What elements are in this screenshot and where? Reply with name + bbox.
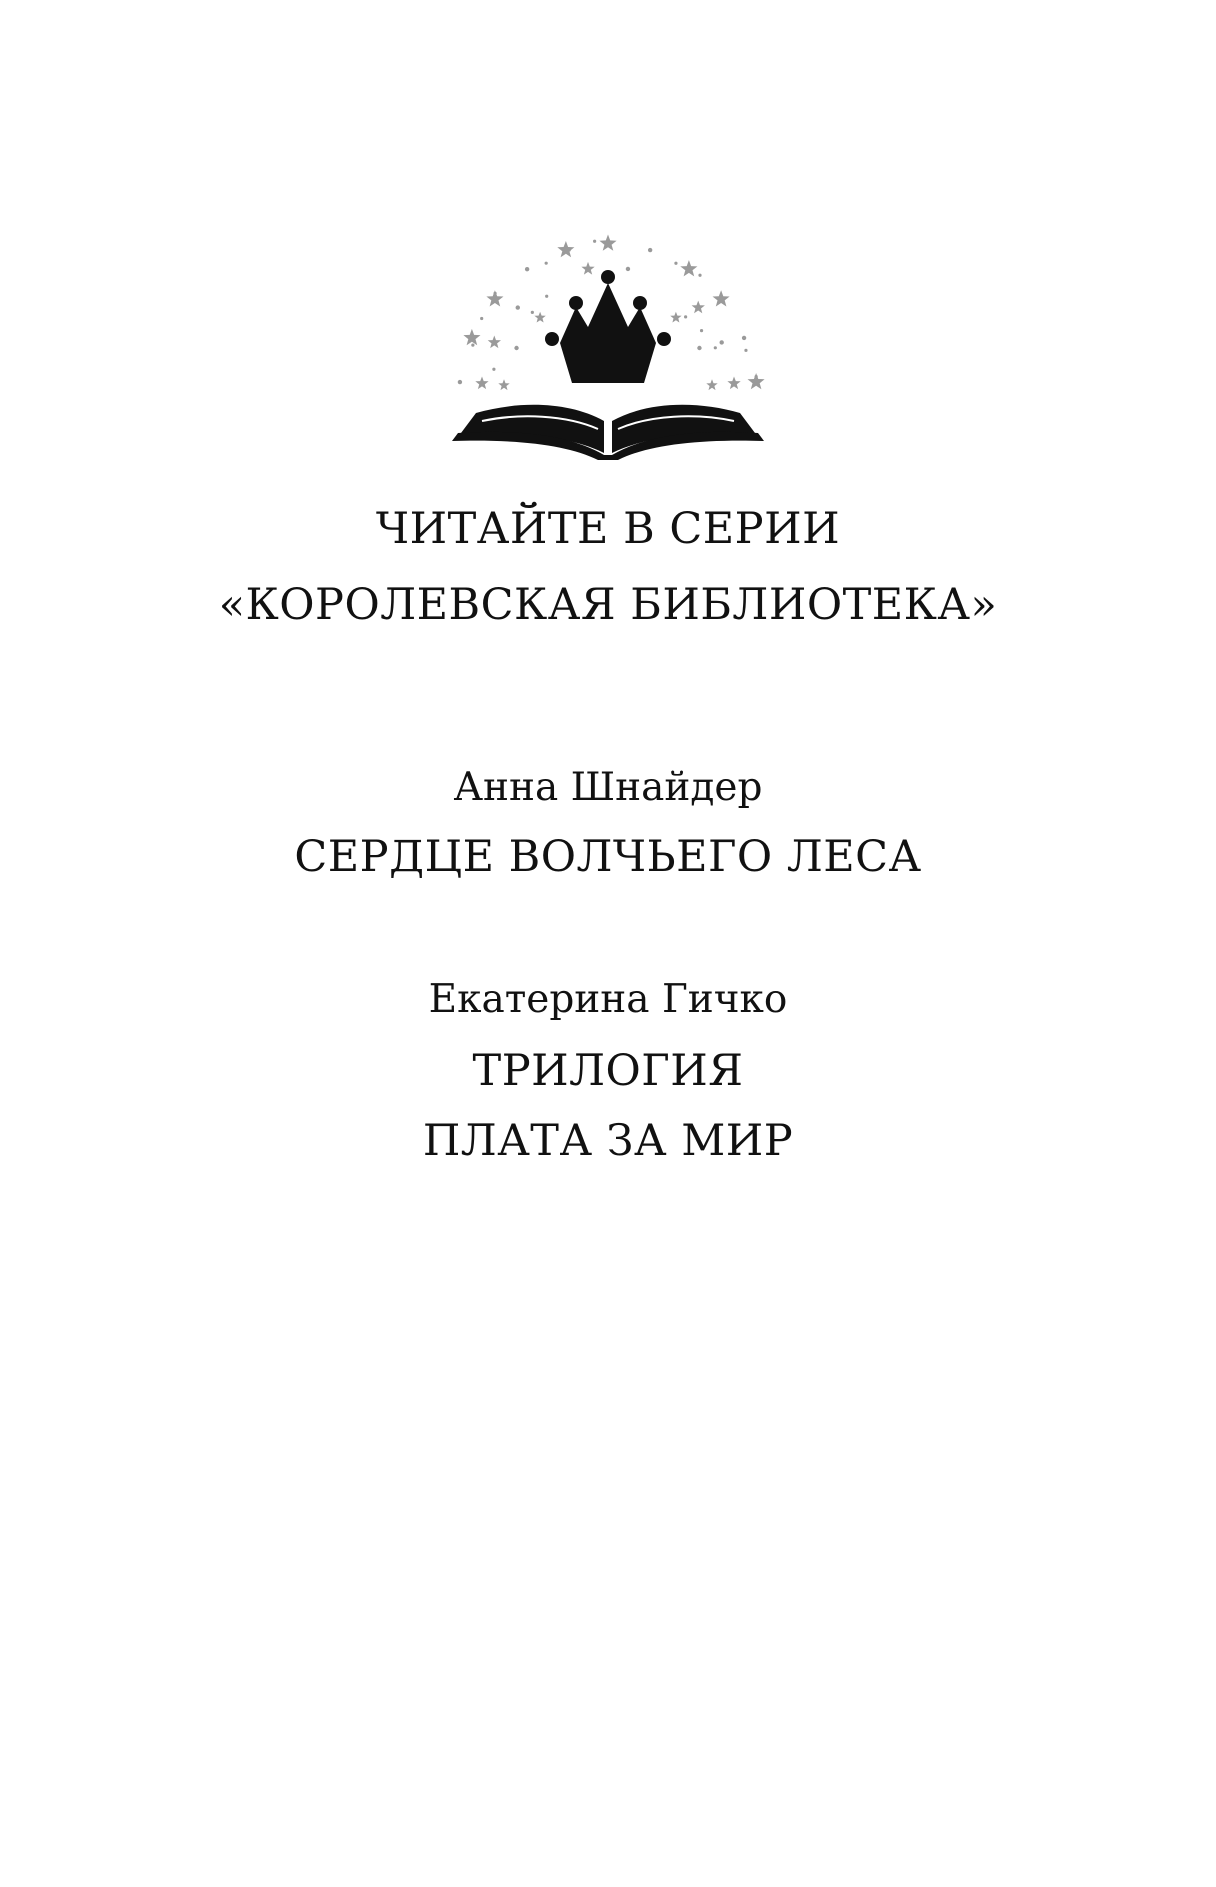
star-icon [475, 377, 488, 390]
star-dot [742, 336, 746, 340]
star-icon [670, 312, 681, 323]
star-dot [674, 262, 677, 265]
star-dot [531, 311, 534, 314]
star-dot [545, 295, 548, 298]
star-dot [525, 267, 529, 271]
star-icon [581, 262, 594, 275]
book-author: Екатерина Гичко [428, 977, 788, 1022]
star-dot [755, 375, 758, 378]
star-dot [684, 315, 687, 318]
series-heading-line1: ЧИТАЙТЕ В СЕРИИ [375, 504, 841, 554]
star-dot [516, 305, 520, 309]
star-dot [744, 349, 747, 352]
star-dot [492, 368, 495, 371]
star-dot [719, 340, 723, 344]
star-icon [706, 379, 717, 390]
star-dot [648, 248, 652, 252]
star-dot [568, 248, 571, 251]
crown-icon [545, 270, 671, 383]
book-title-line1: ТРИЛОГИЯ [472, 1046, 744, 1096]
star-icon [680, 260, 697, 276]
star-dot [493, 292, 496, 295]
crown-book-stars-icon [448, 215, 768, 460]
star-icon [534, 312, 545, 323]
star-icon [713, 290, 730, 306]
star-icon [498, 379, 509, 390]
star-icon [488, 336, 501, 349]
series-heading-line2: «КОРОЛЕВСКАЯ БИБЛИОТЕКА» [218, 580, 998, 630]
open-book-icon [452, 405, 764, 460]
star-dot [700, 329, 703, 332]
star-icon [463, 329, 480, 345]
star-dot [593, 240, 596, 243]
book-title-line2: ПЛАТА ЗА МИР [422, 1116, 794, 1166]
book-title: СЕРДЦЕ ВОЛЧЬЕГО ЛЕСА [294, 832, 922, 882]
star-icon [727, 377, 740, 390]
star-dot [626, 267, 630, 271]
star-dot [714, 346, 717, 349]
star-dot [480, 317, 483, 320]
star-dot [458, 380, 462, 384]
star-icon [692, 301, 705, 314]
star-icon [557, 241, 574, 257]
star-dot [471, 344, 474, 347]
book-author: Анна Шнайдер [453, 765, 763, 810]
star-dot [545, 262, 548, 265]
star-icon [599, 235, 616, 251]
star-dot [697, 346, 701, 350]
star-dot [698, 274, 701, 277]
star-dot [514, 346, 518, 350]
